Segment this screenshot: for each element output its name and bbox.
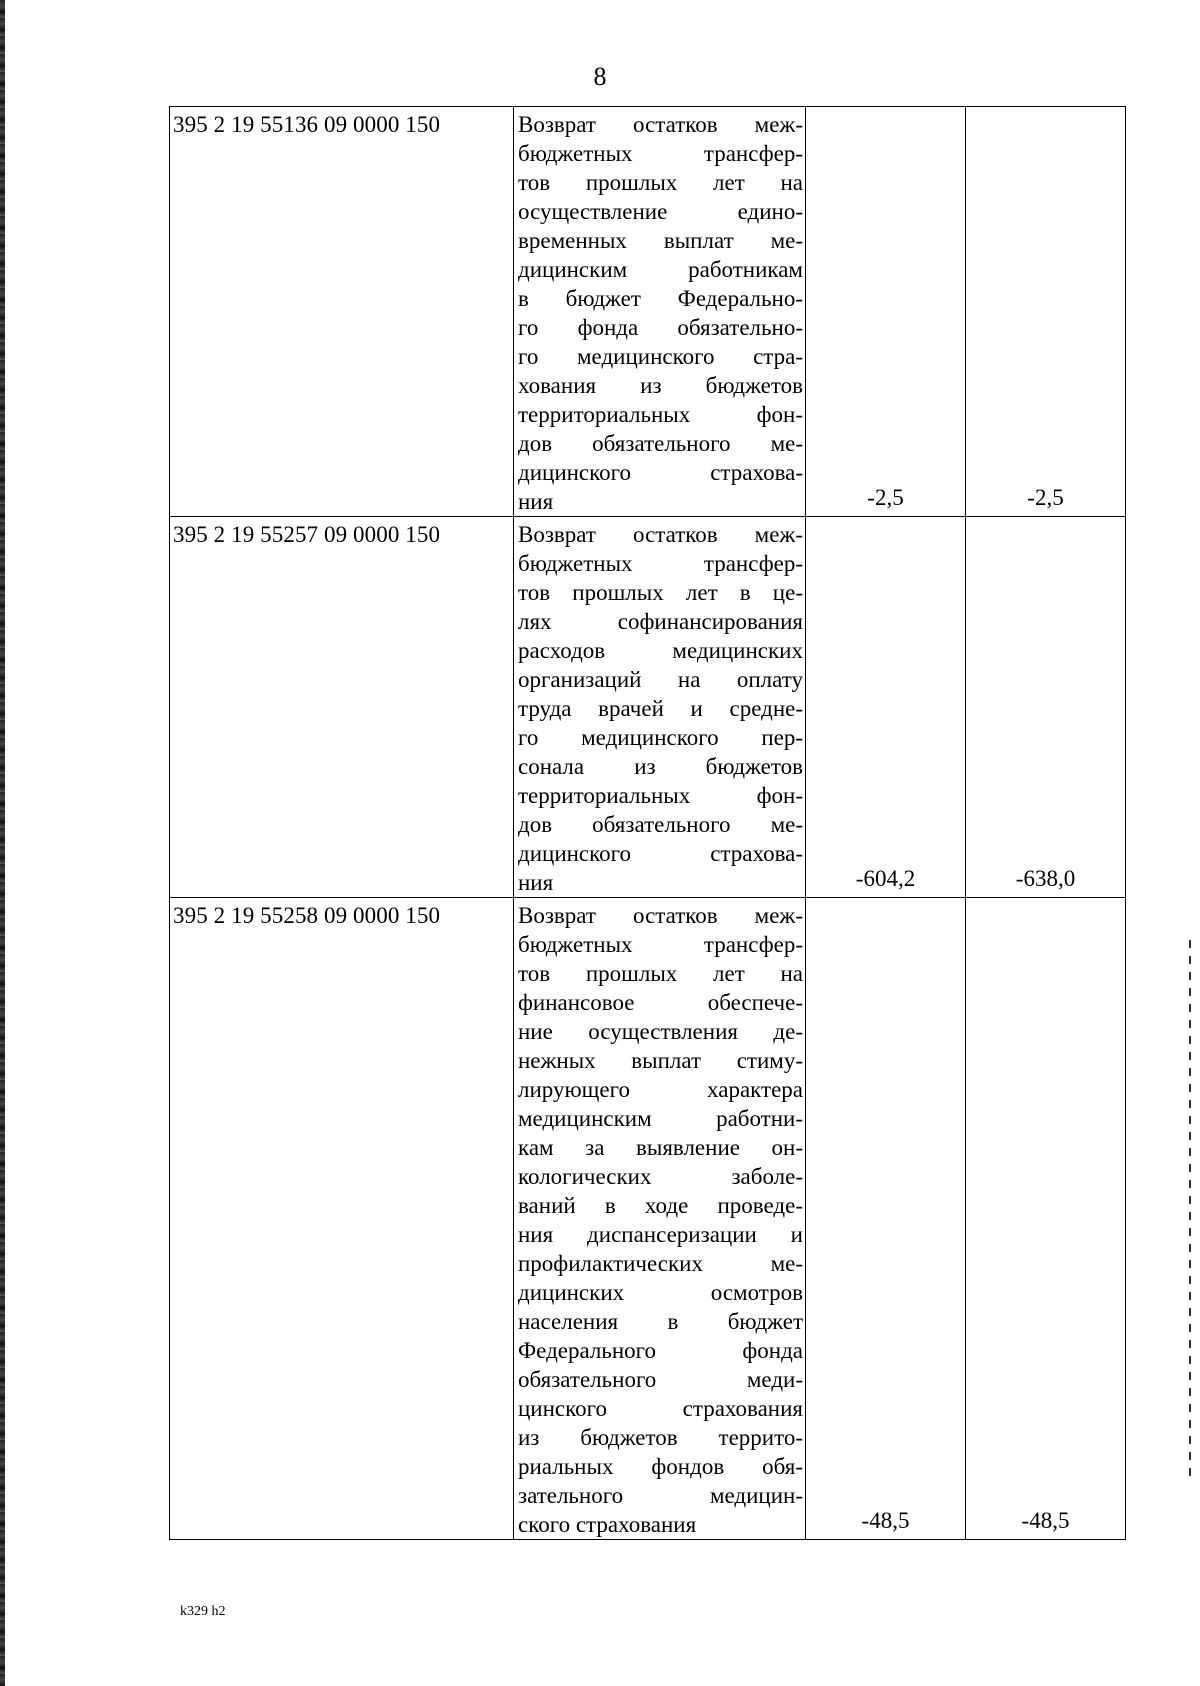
page-number: 8: [593, 62, 607, 91]
description-line: ния: [518, 870, 554, 895]
description-line: тов прошлых лет в це-: [518, 580, 803, 605]
description-line: кам за выявление он-: [518, 1135, 803, 1160]
description-line: бюджетных трансфер-: [518, 141, 803, 166]
description-line: финансовое обеспече-: [518, 990, 803, 1015]
amount-cell-1: -2,5: [806, 107, 966, 517]
amount-cell-2: -48,5: [966, 898, 1126, 1540]
scan-edge-right: [1189, 940, 1191, 1480]
budget-table: [169, 106, 1126, 1540]
description-line: временных выплат ме-: [518, 228, 803, 253]
description-line: го медицинского стра-: [518, 344, 803, 369]
description-line: организаций на оплату: [518, 667, 803, 692]
description-line: территориальных фон-: [518, 402, 803, 427]
footer-code: k329 h2: [180, 1604, 226, 1619]
description-line: бюджетных трансфер-: [518, 932, 803, 957]
description-line: дицинским работникам: [518, 257, 803, 282]
description-line: ния: [518, 489, 554, 514]
description-cell: [514, 107, 806, 517]
description-line: дов обязательного ме-: [518, 431, 803, 456]
description-line: лях софинансирования: [518, 609, 803, 634]
description-line: нежных выплат стиму-: [518, 1048, 803, 1073]
description-line: Возврат остатков меж-: [518, 522, 803, 547]
description-line: Возврат остатков меж-: [518, 903, 803, 928]
description-line: хования из бюджетов: [518, 373, 803, 398]
description-cell: [514, 898, 806, 1540]
budget-code-cell: 395 2 19 55258 09 0000 150: [170, 898, 514, 1540]
description-line: Федерального фонда: [518, 1338, 803, 1363]
amount-cell-1: -604,2: [806, 517, 966, 898]
amount-cell-2: -2,5: [966, 107, 1126, 517]
description-line: цинского страхования: [518, 1396, 803, 1421]
description-line: осуществление едино-: [518, 199, 803, 224]
description-line: лирующего характера: [518, 1077, 803, 1102]
description-line: медицинским работни-: [518, 1106, 803, 1131]
description-line: го фонда обязательно-: [518, 315, 803, 340]
description-line: тов прошлых лет на: [518, 170, 803, 195]
description-line: риальных фондов обя-: [518, 1454, 803, 1479]
budget-code-cell: 395 2 19 55257 09 0000 150: [170, 517, 514, 898]
description-line: дов обязательного ме-: [518, 812, 803, 837]
description-line: территориальных фон-: [518, 783, 803, 808]
description-line: бюджетных трансфер-: [518, 551, 803, 576]
description-line: населения в бюджет: [518, 1309, 803, 1334]
description-line: труда врачей и средне-: [518, 696, 803, 721]
scan-edge-left: [0, 0, 5, 1686]
amount-cell-1: -48,5: [806, 898, 966, 1540]
description-line: Возврат остатков меж-: [518, 112, 803, 137]
description-line: ние осуществления де-: [518, 1019, 803, 1044]
budget-code-cell: 395 2 19 55136 09 0000 150: [170, 107, 514, 517]
table-row: [170, 107, 1126, 517]
description-line: сонала из бюджетов: [518, 754, 803, 779]
description-line: в бюджет Федерально-: [518, 286, 803, 311]
description-line: из бюджетов террито-: [518, 1425, 803, 1450]
description-line: ния диспансеризации и: [518, 1222, 803, 1247]
description-line: дицинского страхова-: [518, 841, 803, 866]
table-row: [170, 898, 1126, 1540]
description-line: обязательного меди-: [518, 1367, 803, 1392]
description-line: расходов медицинских: [518, 638, 803, 663]
description-line: го медицинского пер-: [518, 725, 803, 750]
description-line: дицинского страхова-: [518, 460, 803, 485]
amount-cell-2: -638,0: [966, 517, 1126, 898]
description-line: ваний в ходе проведе-: [518, 1193, 803, 1218]
description-line: ского страхования: [518, 1512, 697, 1537]
description-cell: [514, 517, 806, 898]
description-line: профилактических ме-: [518, 1251, 803, 1276]
table-body: [170, 107, 1126, 1540]
description-line: тов прошлых лет на: [518, 961, 803, 986]
description-line: дицинских осмотров: [518, 1280, 803, 1305]
table-row: [170, 517, 1126, 898]
description-line: зательного медицин-: [518, 1483, 803, 1508]
description-line: кологических заболе-: [518, 1164, 803, 1189]
